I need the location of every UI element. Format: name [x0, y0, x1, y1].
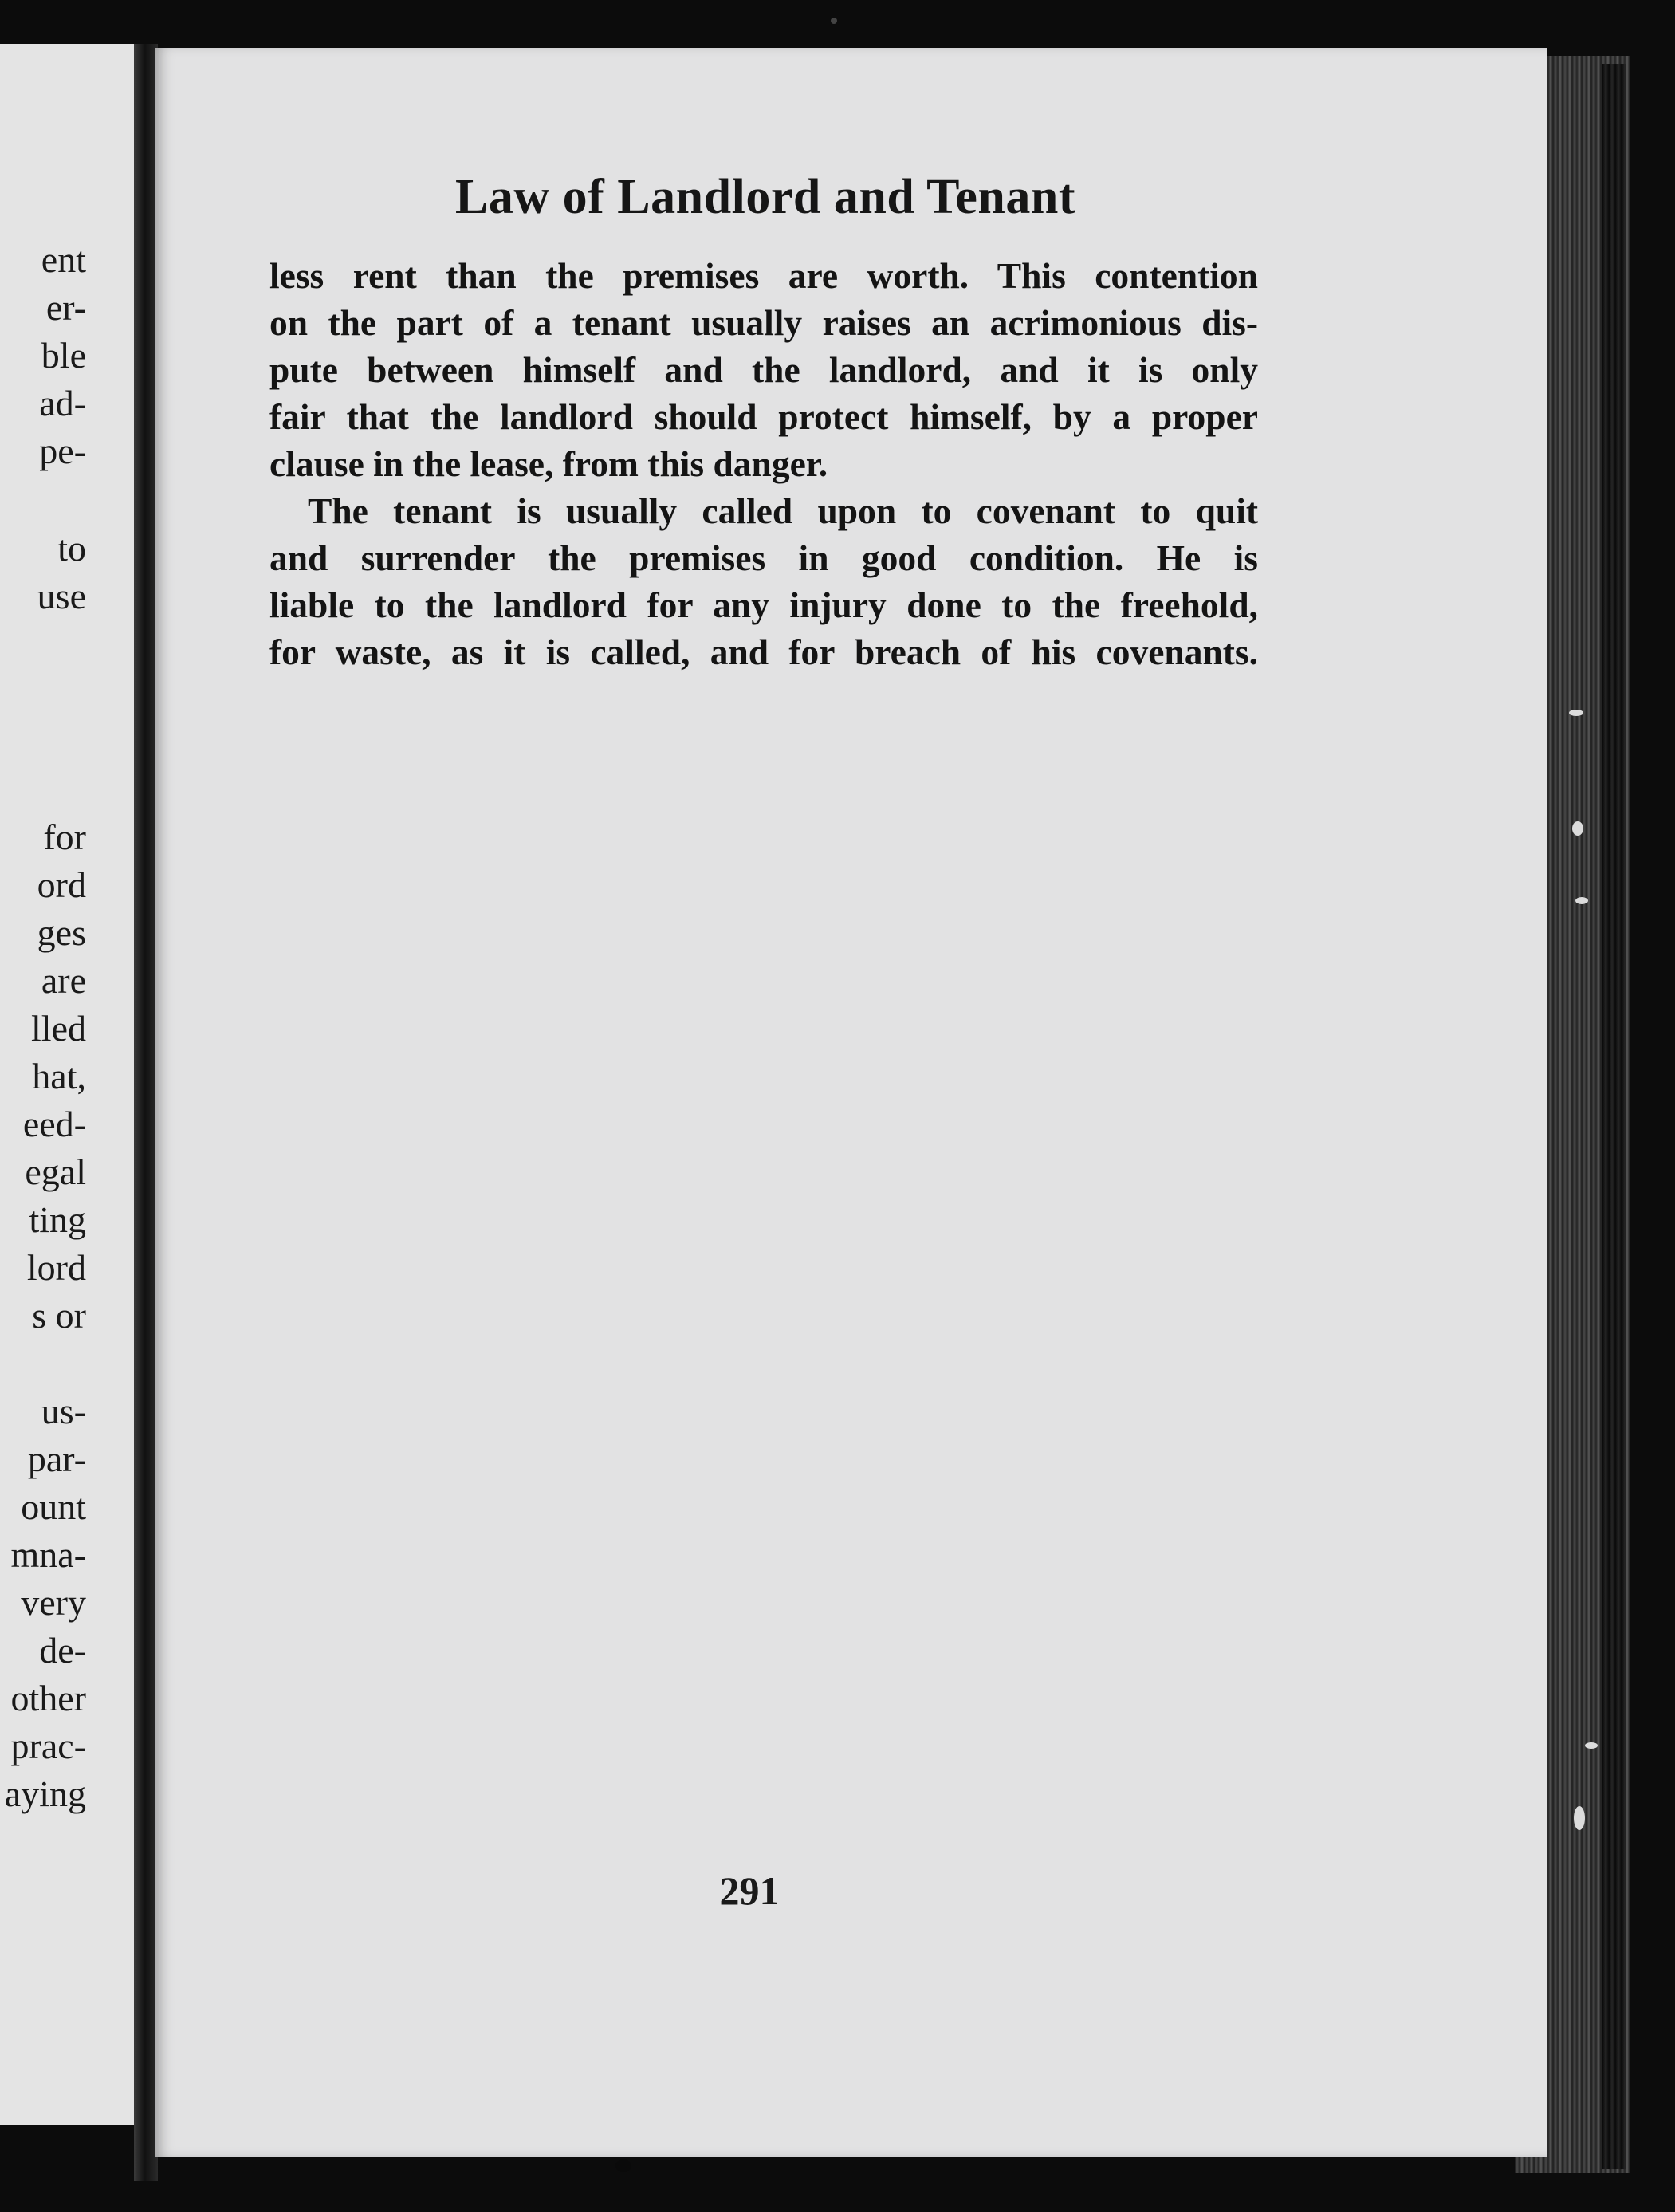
book-gutter [134, 44, 158, 2181]
text-line: and surrender the premises in good condition. He is [269, 537, 1258, 578]
page-edges-shadow [1602, 64, 1626, 2169]
scan-speck [1572, 821, 1583, 836]
left-page-fragment: use [37, 576, 86, 616]
scan-speck [831, 18, 837, 24]
text-line: for waste, as it is called, and for breach of his covenants. [269, 632, 1258, 672]
left-page-fragment: lord [26, 1247, 86, 1288]
left-page-fragment: mna- [10, 1534, 86, 1575]
scan-speck [1575, 897, 1588, 904]
text-line: pute between himself and the landlord, and it is only [269, 349, 1258, 390]
text-line: on the part of a tenant usually raises an acrimonious dis- [269, 302, 1258, 343]
left-page-fragment: par- [27, 1439, 86, 1479]
scan-speck [1585, 1742, 1598, 1749]
body-text [269, 252, 1258, 675]
running-head: Law of Landlord and Tenant [455, 170, 1075, 224]
text-line: clause in the lease, from this danger. [269, 443, 828, 484]
left-page-fragment: eed- [22, 1104, 86, 1144]
text-line: liable to the landlord for any injury done to the freehold, [269, 584, 1258, 625]
left-page-fragment: prac- [10, 1726, 86, 1766]
left-page-fragment: ord [37, 864, 86, 905]
left-page-fragment: ble [41, 335, 86, 376]
left-page-fragment: us- [41, 1391, 86, 1431]
left-page-fragment: de- [39, 1630, 86, 1671]
left-page-fragment: pe- [39, 431, 86, 471]
left-page-fragment: ges [37, 912, 86, 953]
left-page-fragment: hat, [32, 1056, 86, 1096]
left-page-fragment: ad- [39, 383, 86, 423]
left-page-fragment: ount [21, 1486, 86, 1527]
scan-speck [1574, 1806, 1585, 1830]
left-facing-page [0, 44, 136, 2125]
left-page-fragment: to [57, 528, 86, 569]
left-page-fragment: ent [41, 239, 86, 280]
page-number: 291 [719, 1868, 780, 1913]
left-page-fragment: for [43, 817, 86, 857]
text-line: less rent than the premises are worth. This contention [269, 255, 1258, 296]
scan-speck [1569, 710, 1583, 716]
left-page-fragment: s or [32, 1295, 86, 1336]
scan-speck [615, 2159, 631, 2172]
left-page-fragment: egal [25, 1151, 86, 1192]
text-line: fair that the landlord should protect himself, by a proper [269, 396, 1258, 437]
left-page-fragment: er- [45, 287, 86, 328]
text-line: The tenant is usually called upon to covenant to quit [308, 490, 1258, 531]
left-page-fragment: are [41, 960, 86, 1001]
left-page-fragment: other [10, 1678, 86, 1718]
left-page-fragment: aying [4, 1773, 86, 1814]
left-page-fragment: very [21, 1582, 86, 1623]
left-page-fragment: lled [31, 1008, 86, 1049]
left-page-fragment: ting [29, 1199, 86, 1240]
